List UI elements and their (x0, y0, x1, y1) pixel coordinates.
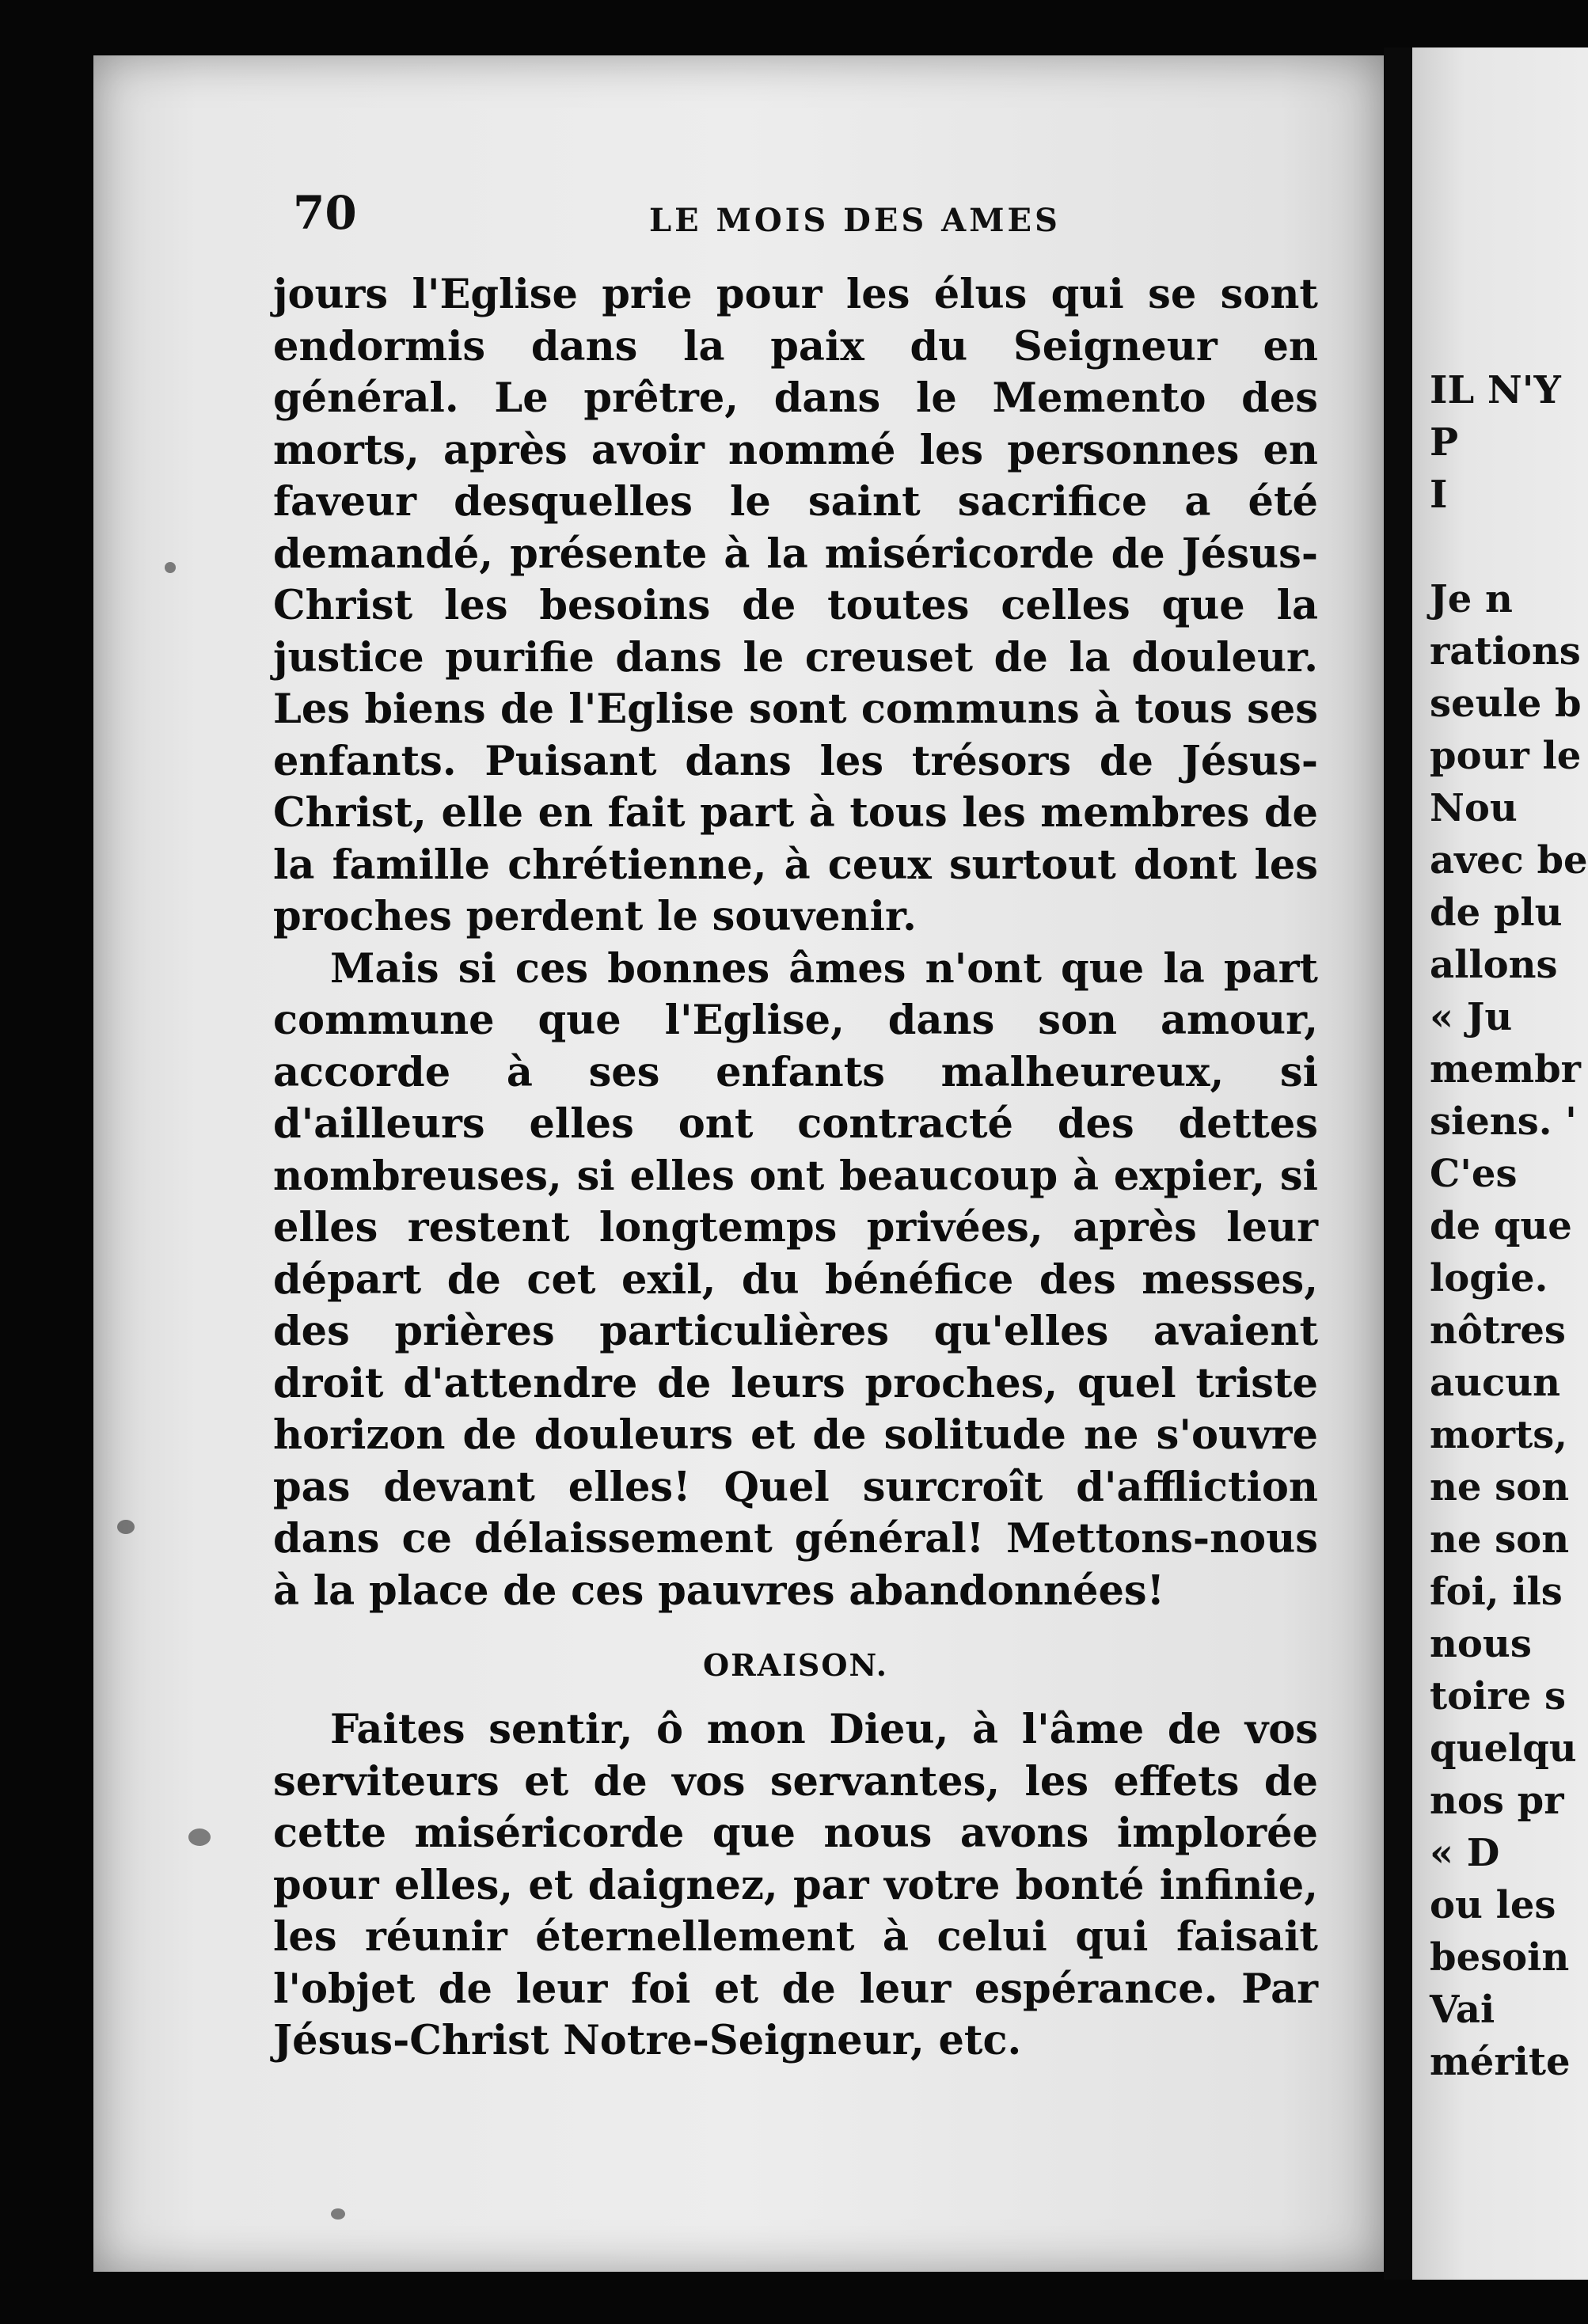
right-page-line: besoin (1430, 1935, 1570, 1980)
right-page-line: ou les (1430, 1883, 1556, 1927)
right-page-line: membr (1430, 1047, 1581, 1092)
prayer-paragraph: Faites sentir, ô mon Dieu, à l'âme de vos serviteurs et de vos servantes, les effets de cette miséricorde que nous avons implorée pour elles, et daignez, par votre bonté infinie, les réunir éternellement à celui qui faisait l'objet de leur foi et de leur espérance. Par Jésus-Christ Notre-Seigneur, etc. (273, 1706, 1318, 2064)
ink-speck (188, 1828, 211, 1846)
right-page-fragments (1430, 364, 1588, 2088)
right-page-line: siens. ' (1430, 1099, 1577, 1144)
paragraph-2: Mais si ces bonnes âmes n'ont que la part commune que l'Eglise, dans son amour, accorde à ses enfants malheureux, si d'ailleurs elles ont contracté des dettes nombreuses, si elles ont beaucoup à expier, si elles restent longtemps privées, après leur départ de cet exil, du bénéfice des messes, des prières particulières qu'elles avaient droit d'attendre de leurs proches, quel triste horizon de douleurs et de solitude ne s'ouvre pas devant elles! Quel surcroît d'affliction dans ce délaissement général! Mettons-nous à la place de ces pauvres abandonnées! (273, 944, 1318, 1615)
right-page-line: mérite (1430, 2040, 1571, 2084)
right-page-line: quelqu (1430, 1726, 1577, 1771)
right-page-line: foi, ils (1430, 1570, 1563, 1614)
right-page-line: rations (1430, 629, 1581, 674)
page-number: 70 (293, 186, 357, 240)
right-page-line: pour le (1430, 734, 1582, 778)
ink-speck (165, 562, 176, 573)
left-page-body (273, 269, 1318, 2068)
right-page-line: P (1430, 420, 1459, 465)
right-page-line: IL N'Y (1430, 368, 1561, 412)
right-page-line: nos pr (1430, 1779, 1564, 1823)
ink-speck (117, 1520, 135, 1534)
right-page-line: de plu (1430, 890, 1563, 935)
ink-speck (331, 2208, 345, 2220)
right-page-line: « Ju (1430, 995, 1513, 1039)
right-page-line: Nou (1430, 786, 1518, 830)
right-page-line: de que (1430, 1204, 1572, 1248)
right-page-line: logie. (1430, 1256, 1548, 1301)
right-page-line: Je n (1430, 577, 1513, 621)
right-page-line: ne son (1430, 1465, 1570, 1509)
right-page-line: aucun (1430, 1361, 1561, 1405)
running-head (293, 186, 1330, 249)
right-page-line: « D (1430, 1831, 1500, 1875)
book-gutter (1384, 47, 1412, 2280)
right-page-line: toire s (1430, 1674, 1566, 1718)
right-page-line: avec be (1430, 838, 1588, 883)
paragraph-1: jours l'Eglise prie pour les élus qui se sont endormis dans la paix du Seigneur en général. Le prêtre, dans le Memento des morts, après avoir nommé les personnes en faveur desquelles le saint sacrifice a été demandé, présente à la miséricorde de Jésus-Christ les besoins de toutes celles que la justice purifie dans le creuset de la douleur. Les biens de l'Eglise sont communs à tous ses enfants. Puisant dans les trésors de Jésus-Christ, elle en fait part à tous les membres de la famille chrétienne, à ceux surtout dont les proches perdent le souvenir. (273, 271, 1318, 940)
right-page (1412, 47, 1588, 2280)
right-page-line: nôtres (1430, 1308, 1566, 1353)
section-heading: ORAISON. (702, 1647, 889, 1683)
right-page-line: seule b (1430, 682, 1582, 726)
right-page-line: morts, (1430, 1413, 1567, 1457)
right-page-line (1430, 521, 1588, 573)
running-head-title: LE MOIS DES AMES (649, 202, 1061, 239)
right-page-line: ne son (1430, 1517, 1570, 1562)
right-page-line: allons (1430, 943, 1558, 987)
right-page-line: C'es (1430, 1152, 1518, 1196)
right-page-line: Vai (1430, 1988, 1495, 2032)
right-page-line: nous (1430, 1622, 1532, 1666)
right-page-line: I (1430, 473, 1448, 517)
